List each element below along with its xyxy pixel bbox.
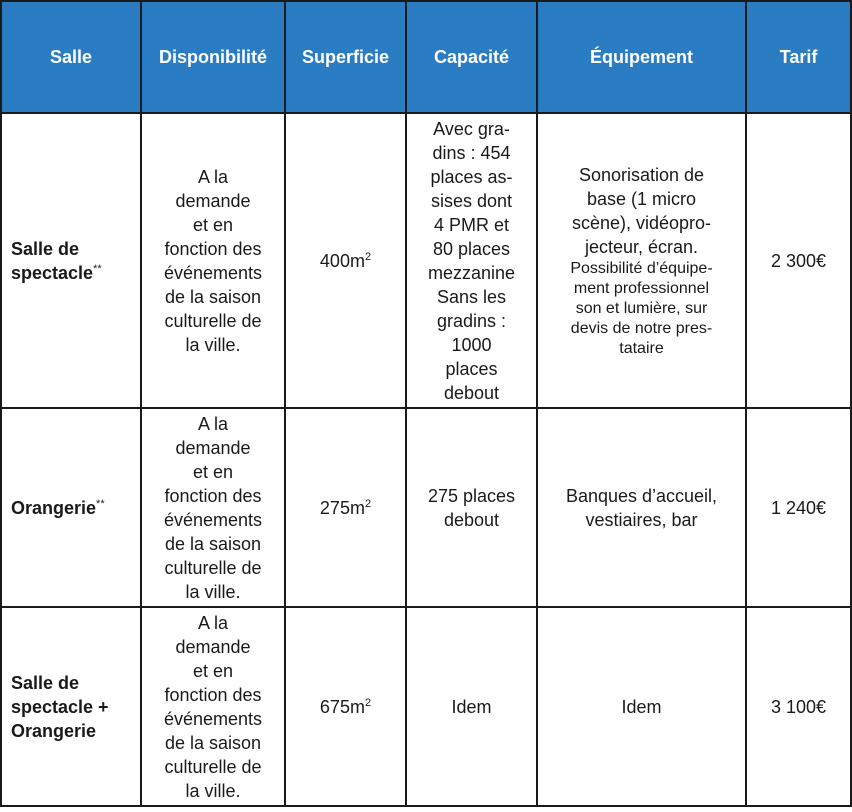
salle-cell bbox=[1, 113, 141, 408]
disponibilite-cell bbox=[141, 408, 285, 607]
superficie-exponent: 2 bbox=[364, 696, 372, 709]
equipement-extra-text: Possibilité d’équipe- ment professionnel son et lumière, sur devis de notre pres- tataire bbox=[570, 259, 713, 357]
capacite-cell bbox=[406, 607, 537, 806]
superficie-exponent: 2 bbox=[364, 497, 372, 510]
equipement-text: Sonorisation de base (1 micro scène), vidéopro- jecteur, écran. bbox=[571, 164, 712, 257]
capacite-text: Idem bbox=[451, 696, 492, 717]
superficie-value: 275m bbox=[319, 497, 365, 518]
superficie-value: 675m bbox=[319, 696, 365, 717]
equipement-text: Banques d’accueil, vestiaires, bar bbox=[565, 485, 718, 530]
table-row bbox=[1, 113, 851, 408]
tarif-value: 1 240€ bbox=[770, 497, 827, 518]
header-disponibilite: Disponibilité bbox=[141, 1, 285, 113]
table-row bbox=[1, 607, 851, 806]
header-equipement: Équipement bbox=[537, 1, 746, 113]
disponibilite-text: A la demande et en fonction des événements de la saison culturelle de la ville. bbox=[163, 166, 263, 355]
superficie-exponent: 2 bbox=[364, 250, 372, 263]
disponibilite-cell bbox=[141, 607, 285, 806]
superficie-cell bbox=[285, 607, 406, 806]
disponibilite-text: A la demande et en fonction des événements de la saison culturelle de la ville. bbox=[163, 612, 263, 801]
superficie-cell bbox=[285, 408, 406, 607]
disponibilite-cell bbox=[141, 113, 285, 408]
equipement-cell bbox=[537, 607, 746, 806]
capacite-cell bbox=[406, 408, 537, 607]
header-capacite: Capacité bbox=[406, 1, 537, 113]
table-row bbox=[1, 408, 851, 607]
equipement-cell bbox=[537, 113, 746, 408]
superficie-cell bbox=[285, 113, 406, 408]
salle-name: Salle de spectacle + Orangerie bbox=[11, 672, 109, 741]
capacite-text: 275 places debout bbox=[427, 485, 516, 530]
salle-cell bbox=[1, 607, 141, 806]
capacite-cell bbox=[406, 113, 537, 408]
disponibilite-text: A la demande et en fonction des événements de la saison culturelle de la ville. bbox=[163, 413, 263, 602]
salle-mark: ** bbox=[93, 262, 102, 275]
tarif-value: 3 100€ bbox=[770, 696, 827, 717]
table-header-row bbox=[1, 1, 851, 113]
superficie-value: 400m bbox=[319, 250, 365, 271]
tarif-cell bbox=[746, 607, 851, 806]
tarif-cell bbox=[746, 113, 851, 408]
header-salle: Salle bbox=[1, 1, 141, 113]
salle-cell bbox=[1, 408, 141, 607]
salle-mark: ** bbox=[96, 497, 105, 510]
equipement-cell bbox=[537, 408, 746, 607]
capacite-text: Avec gra- dins : 454 places as- sises dont 4 PMR et 80 places mezzanine Sans les gradins : 1000 places debout bbox=[427, 118, 516, 403]
salle-name: Orangerie bbox=[11, 497, 97, 518]
header-tarif: Tarif bbox=[746, 1, 851, 113]
equipement-text: Idem bbox=[621, 696, 662, 717]
header-superficie: Superficie bbox=[285, 1, 406, 113]
tarif-value: 2 300€ bbox=[770, 250, 827, 271]
tarif-cell bbox=[746, 408, 851, 607]
salle-name: Salle de spectacle bbox=[11, 238, 94, 283]
